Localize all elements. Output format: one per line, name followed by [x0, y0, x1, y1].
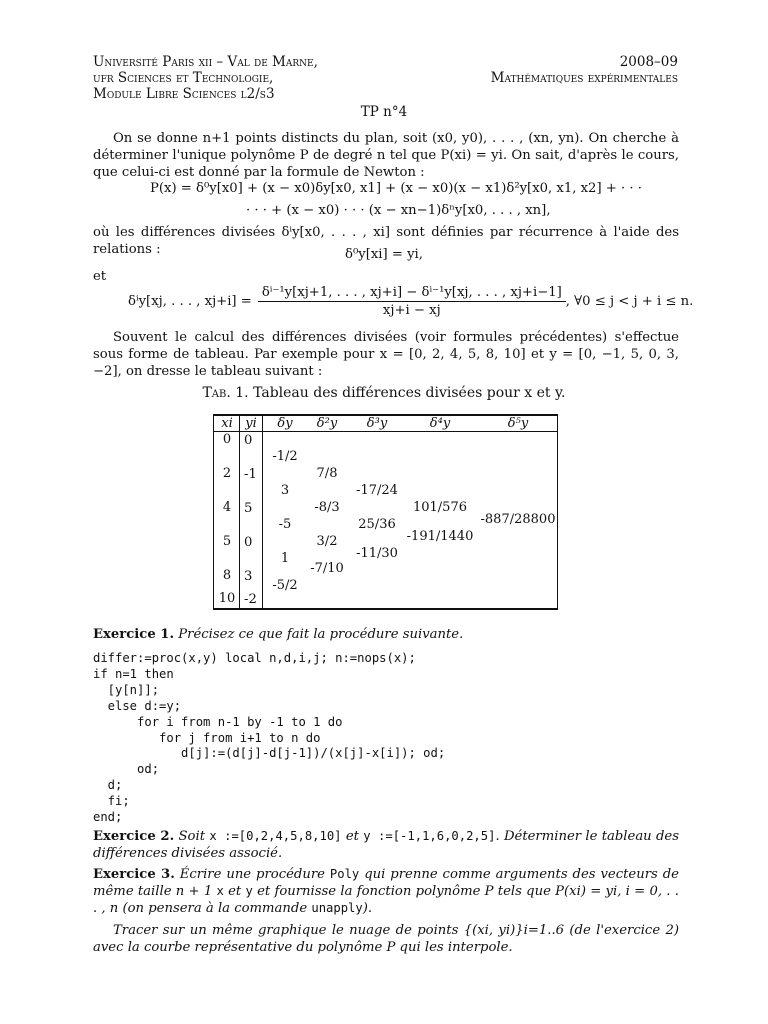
exercise-3-text-c: et	[228, 884, 242, 900]
exercise-2-y-code: y :=[-1,1,6,0,2,5]	[363, 829, 496, 843]
exercise-3-label: Exercice 3.	[93, 867, 175, 882]
exercise-2-x-code: x :=[0,2,4,5,8,10]	[209, 829, 342, 843]
header-faculty: ufr Sciences et Technologie,	[93, 70, 274, 86]
page-title: TP n°4	[360, 104, 408, 120]
d5-value: -887/28800	[480, 512, 556, 527]
et-label: et	[93, 269, 107, 284]
d1-value: -1/2	[272, 449, 298, 464]
d4-value: -191/1440	[406, 529, 474, 544]
table-intro-paragraph: Souvent le calcul des différences divisées (voir formules précédentes) s'effectue sous forme de tableau. Par exemple pour x = [0, 2, 4, 5, 8, 10] et y = [0, −1, 5, 0, 3, −2], on dresse le tableau suivant :	[93, 330, 679, 380]
exercise-3-unapply-code: unapply	[311, 901, 363, 916]
y-value: 0	[244, 433, 253, 448]
header-yi: yi	[245, 416, 257, 431]
recurrence-condition: , ∀0 ≤ j < j + i ≤ n.	[565, 294, 694, 310]
d2-value: -8/3	[314, 500, 340, 515]
header-d3: δ³y	[366, 416, 388, 431]
intro-paragraph: On se donne n+1 points distincts du plan, soit (x0, y0), . . . , (xn, yn). On cherche à déterminer l'unique polynôme P de degré n tel que P(xi) = yi. On sait, d'après le cours, que celui-ci est donné par la formule de Newton :	[93, 131, 679, 181]
y-value: 3	[244, 569, 253, 584]
newton-formula-line2: · · · + (x − x0) · · · (x − xn−1)δⁿy[x0, . . . , xn],	[246, 203, 551, 218]
exercise-3-text-e: ).	[362, 901, 373, 917]
d1-value: 1	[280, 551, 290, 566]
header-d5: δ⁵y	[507, 416, 529, 431]
d3-value: -11/30	[356, 546, 398, 561]
table-caption	[0, 384, 768, 402]
d3-value: 25/36	[358, 517, 396, 532]
exercise-3-x-code: x	[216, 884, 224, 899]
y-value: 0	[244, 535, 253, 550]
d1-value: 3	[280, 483, 290, 498]
recurrence-lhs: δⁱy[xj, . . . , xj+i] =	[128, 294, 252, 310]
y-value: 5	[244, 501, 253, 516]
header-right	[491, 54, 678, 86]
d3-value: -17/24	[356, 483, 398, 498]
header-left	[93, 54, 318, 102]
x-value: 10	[218, 591, 236, 606]
header-d2: δ²y	[316, 416, 338, 431]
d2-value: 7/8	[316, 466, 338, 481]
exercise-2-text-c: . Déterminer le tableau des différences divisées associé.	[93, 829, 679, 862]
x-value: 4	[222, 500, 232, 515]
d2-value: -7/10	[310, 561, 344, 576]
d2-value: 3/2	[316, 534, 338, 549]
exercise-2-text-b: et	[345, 829, 359, 844]
header-xi: xi	[221, 416, 233, 431]
exercise-3-y-code: y	[245, 884, 253, 899]
x-value: 8	[222, 568, 232, 583]
exercise-2	[93, 828, 679, 862]
recurrence-numerator: δⁱ⁻¹y[xj+1, . . . , xj+i] − δⁱ⁻¹y[xj, . . . , xj+i−1]	[258, 284, 566, 302]
recurrence-fraction	[258, 284, 566, 319]
recurrence-denominator: xj+i − xj	[382, 303, 441, 319]
exercise-3-plot-instruction: Tracer sur un même graphique le nuage de points {(xi, yi)}i=1..6 (de l'exercice 2) avec la courbe représentative du polynôme P qui les interpole.	[93, 923, 679, 956]
header-university: Université Paris xii – Val de Marne,	[93, 54, 318, 70]
divided-differences-table	[213, 414, 558, 610]
y-value: -1	[244, 467, 257, 482]
exercise-3-text-d: et fournisse la fonction polynôme P tels que P(xi) = yi, i = 0, . . . , n (on pensera à la commande	[93, 884, 679, 917]
d1-value: -5	[278, 517, 292, 532]
table-caption-text: Tableau des différences divisées pour x et y.	[253, 385, 566, 401]
base-case-formula: δ⁰y[xi] = yi,	[345, 247, 423, 262]
d4-value: 101/576	[412, 500, 468, 515]
header-module: Module Libre Sciences l2/s3	[93, 86, 275, 102]
y-value: -2	[244, 592, 257, 607]
exercise-1	[93, 626, 463, 643]
table-caption-label: Tab. 1.	[202, 385, 249, 401]
exercise-3-text-b: qui prenne comme arguments des vecteurs de même taille n + 1	[93, 867, 679, 900]
exercise-1-text: Précisez ce que fait la procédure suivante.	[178, 627, 464, 642]
exercise-2-label: Exercice 2.	[93, 829, 175, 844]
recurrence-formula	[128, 284, 693, 319]
x-value: 5	[222, 534, 232, 549]
header-d4: δ⁴y	[429, 416, 451, 431]
exercise-3-text-a: Écrire une procédure	[179, 867, 325, 882]
divided-differences-definition: où les différences divisées δⁱy[x0, . . . , xi] sont définies par récurrence à l'aide des relations :	[93, 225, 679, 258]
exercise-1-label: Exercice 1.	[93, 627, 175, 642]
exercise-2-text-a: Soit	[178, 829, 205, 844]
d1-value: -5/2	[272, 578, 298, 593]
header-d1: δy	[277, 416, 293, 431]
maple-code-block: differ:=proc(x,y) local n,d,i,j; n:=nops(x); if n=1 then [y[n]]; else d:=y; for i from n-1 by -1 to 1 do for j from i+1 to n do d[j]:=(d[j]-d[j-1])/(x[j]-x[i]); od; od; d; fi; end;	[93, 651, 446, 825]
header-year: 2008–09	[619, 54, 678, 70]
newton-formula-line1: P(x) = δ⁰y[x0] + (x − x0)δy[x0, x1] + (x − x0)(x − x1)δ²y[x0, x1, x2] + · · ·	[150, 181, 642, 196]
exercise-3-poly-code: Poly	[329, 867, 360, 881]
x-value: 0	[222, 432, 232, 447]
x-value: 2	[222, 466, 232, 481]
exercise-3	[93, 866, 679, 917]
header-course: Mathématiques expérimentales	[490, 70, 678, 86]
